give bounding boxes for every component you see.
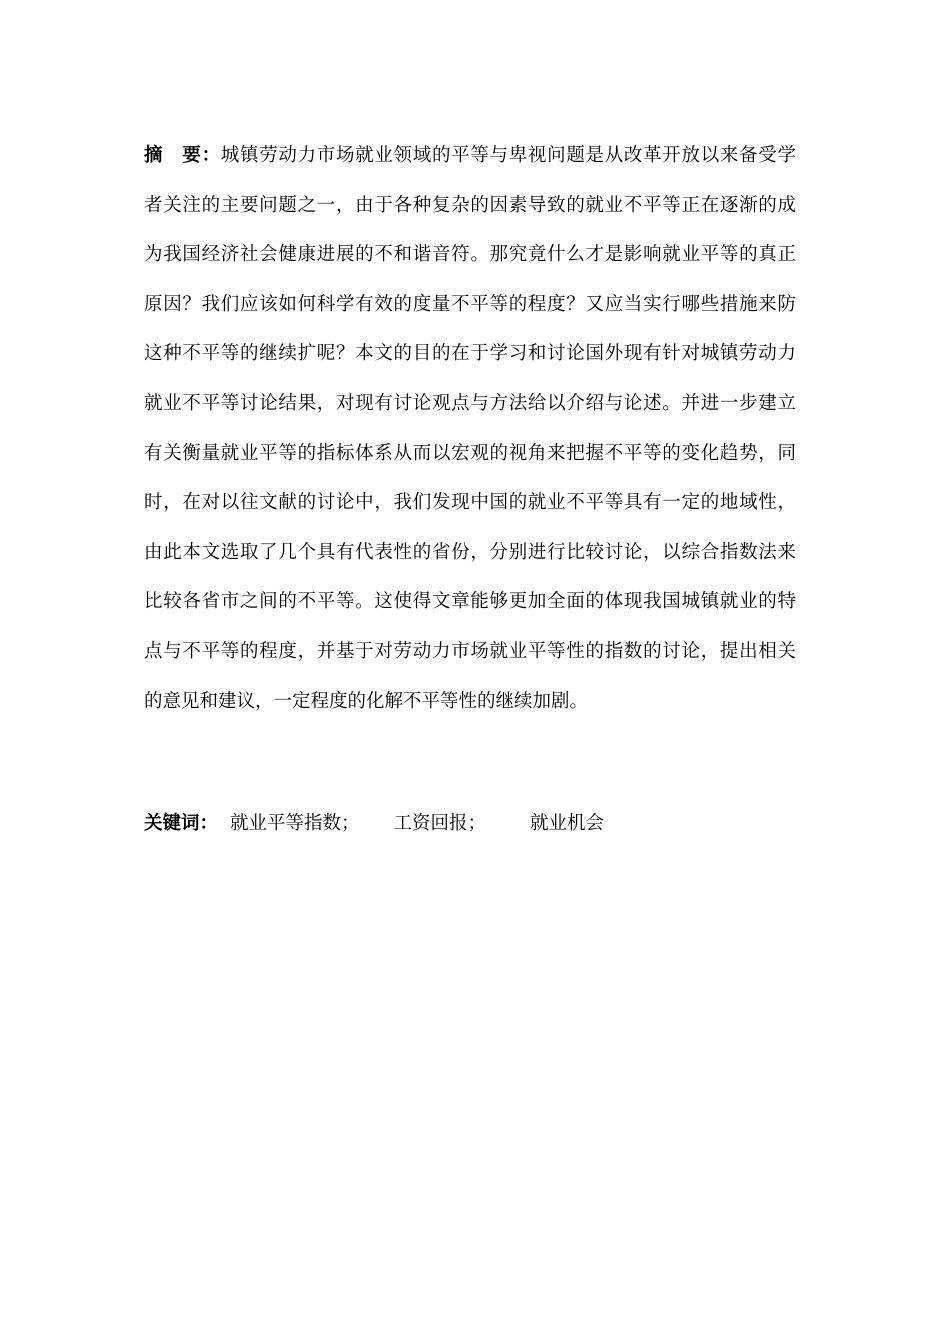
abstract-line: 点与不平等的程度，并基于对劳动力市场就业平等性的指数的讨论，提出相关 — [144, 640, 796, 662]
keywords-label: 关键词： — [144, 813, 219, 834]
keyword-item: 就业机会 — [530, 813, 605, 834]
abstract-line — [144, 131, 796, 181]
abstract-label: 摘 要： — [144, 145, 221, 166]
abstract-line: 就业不平等讨论结果，对现有讨论观点与方法给以介绍与论述。并进一步建立 — [144, 392, 796, 414]
abstract-line: 这种不平等的继续扩呢？本文的目的在于学习和讨论国外现有针对城镇劳动力 — [144, 343, 796, 365]
abstract-line: 原因？我们应该如何科学有效的度量不平等的程度？又应当实行哪些措施来防 — [144, 293, 796, 315]
keyword-item: 就业平等指数； — [230, 813, 360, 834]
abstract-line: 为我国经济社会健康进展的不和谐音符。那究竟什么才是影响就业平等的真正 — [144, 244, 796, 266]
abstract-line: 比较各省市之间的不平等。这使得文章能够更加全面的体现我国城镇就业的特 — [144, 591, 796, 613]
abstract-line: 有关衡量就业平等的指标体系从而以宏观的视角来把握不平等的变化趋势，同 — [144, 442, 796, 464]
keyword-item: 工资回报； — [393, 813, 487, 834]
abstract-line: 的意见和建议，一定程度的化解不平等性的继续加剧。 — [144, 690, 589, 712]
abstract-section — [144, 131, 796, 726]
abstract-line: 时，在对以往文献的讨论中，我们发现中国的就业不平等具有一定的地域性， — [144, 492, 796, 514]
abstract-line: 者关注的主要问题之一，由于各种复杂的因素导致的就业不平等正在逐渐的成 — [144, 194, 796, 216]
abstract-line-text: 城镇劳动力市场就业领域的平等与卑视问题是从改革开放以来备受学 — [220, 145, 796, 166]
keywords-section — [144, 806, 604, 842]
abstract-line: 由此本文选取了几个具有代表性的省份，分别进行比较讨论，以综合指数法来 — [144, 541, 796, 563]
